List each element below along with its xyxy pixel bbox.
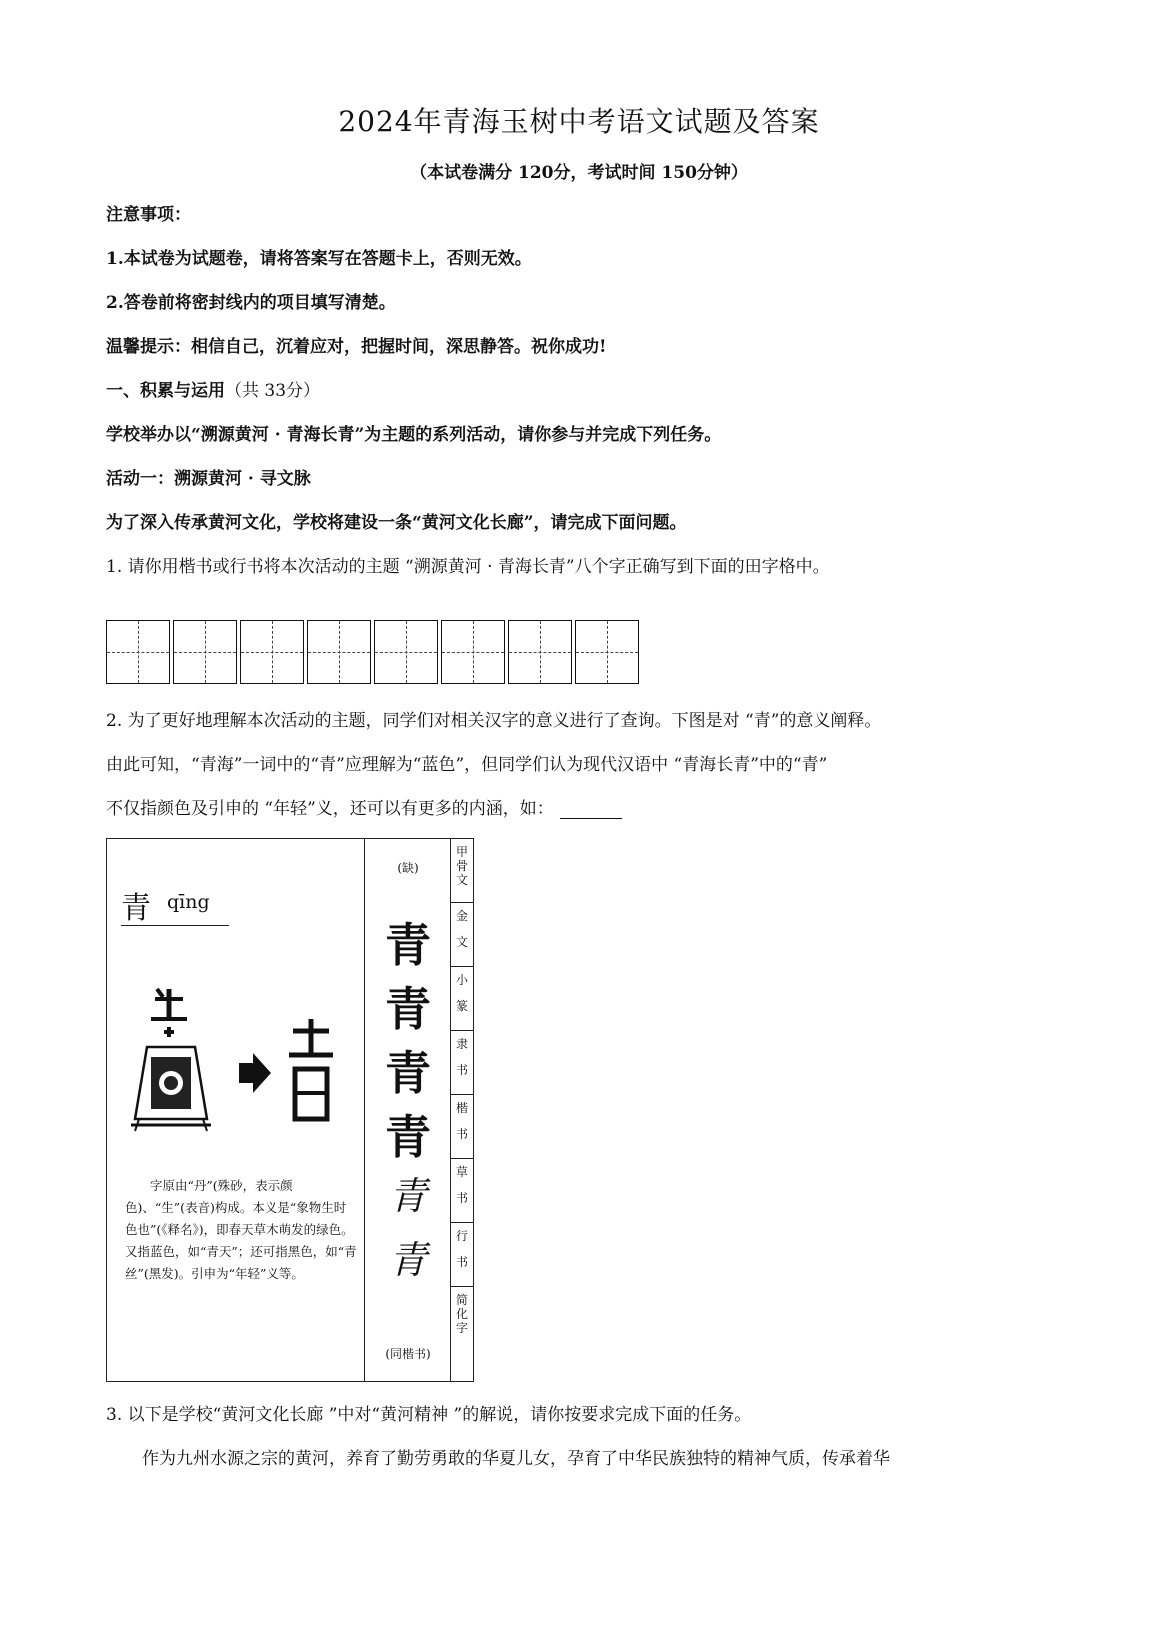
figure-script-labels xyxy=(451,839,473,1381)
script-label-jianhuazi: 简 化 字 xyxy=(455,1293,468,1335)
question-3: 3. 以下是学校“黄河文化长廊 ”中对“黄河精神 ”的解说，请你按要求完成下面的任务。 xyxy=(106,1405,752,1425)
notice-tip: 温馨提示：相信自己，沉着应对，把握时间，深思静答。祝你成功! xyxy=(106,337,607,357)
answer-blank[interactable] xyxy=(560,800,622,819)
tianzige-cell[interactable] xyxy=(106,620,170,684)
script-label-jinwen: 金 文 xyxy=(451,903,473,967)
notice-item-1: 1.本试卷为试题卷，请将答案写在答题卡上，否则无效。 xyxy=(106,249,532,269)
tianzige-cell[interactable] xyxy=(374,620,438,684)
passage-line-1: 作为九州水源之宗的黄河，养育了勤劳勇敢的华夏儿女，孕育了中华民族独特的精神气质，传承着华 xyxy=(142,1449,890,1469)
tianzige-grid[interactable] xyxy=(106,620,639,684)
question-2-line-2: 由此可知，“青海”一词中的“青”应理解为“蓝色”，但同学们认为现代汉语中 “青海长青”中的“青” xyxy=(106,755,828,775)
page-title: 2024年青海玉树中考语文试题及答案 xyxy=(338,105,820,138)
section-heading xyxy=(106,376,320,401)
dictionary-figure xyxy=(106,838,474,1382)
script-label-lishu: 隶 书 xyxy=(451,1031,473,1095)
tianzige-cell[interactable] xyxy=(508,620,572,684)
jiaguwen-missing: (缺) xyxy=(397,861,419,875)
sheng-glyph-icon xyxy=(151,989,187,1037)
section-intro: 学校举办以“溯源黄河 · 青海长青”为主题的系列活动，请你参与并完成下列任务。 xyxy=(106,425,722,445)
glyph-xiaozhuan: 青 xyxy=(385,982,431,1036)
glyph-caoshu: 青 xyxy=(388,1174,427,1218)
figure-left-panel xyxy=(107,839,365,1381)
notice-heading: 注意事项： xyxy=(106,205,191,225)
glyph-lishu: 青 xyxy=(385,1046,431,1100)
section-heading-score: （共 33分） xyxy=(225,381,321,401)
glyph-kaishu: 青 xyxy=(385,1110,431,1164)
script-label-xingshu: 行 书 xyxy=(451,1223,473,1287)
question-2-line-3 xyxy=(106,794,622,819)
etymology-note: 字原由“丹”(殊砂，表示颜色)、“生”(表音)构成。本义是“象物生时色也”(《释名》)，即春天草木萌发的绿色。又指蓝色，如“青天”；还可指黑色，如“青丝”(黑发)。引申为“年轻”义等。 xyxy=(125,1178,357,1281)
tianzige-cell[interactable] xyxy=(575,620,639,684)
script-label-xiaozhuan: 小 篆 xyxy=(451,967,473,1031)
headword-char: 青 xyxy=(121,891,151,926)
arrow-right-icon xyxy=(239,1053,271,1093)
notice-item-2: 2.答卷前将密封线内的项目填写清楚。 xyxy=(106,293,396,313)
figure-glyph-column xyxy=(365,839,451,1381)
cinnabar-well-icon xyxy=(131,1047,211,1131)
page-subtitle: （本试卷满分 120分，考试时间 150分钟） xyxy=(410,163,748,183)
section-heading-title: 一、积累与运用 xyxy=(106,381,225,401)
jinwen-glyph-icon xyxy=(289,1019,333,1119)
etymology-illustration xyxy=(121,979,357,1139)
headword-pinyin: qīng xyxy=(167,891,210,913)
glyph-xingshu: 青 xyxy=(388,1238,427,1282)
activity-1-desc: 为了深入传承黄河文化，学校将建设一条“黄河文化长廊”，请完成下面问题。 xyxy=(106,513,687,533)
question-2-line-3-text: 不仅指颜色及引申的 “年轻”义，还可以有更多的内涵，如： xyxy=(106,799,554,819)
script-label-kaishu: 楷 书 xyxy=(451,1095,473,1159)
tianzige-cell[interactable] xyxy=(173,620,237,684)
glyph-jinwen: 青 xyxy=(385,918,431,972)
activity-1-title: 活动一：溯源黄河 · 寻文脉 xyxy=(106,469,311,489)
question-1: 1. 请你用楷书或行书将本次活动的主题 “溯源黄河 · 青海长青”八个字正确写到下面的田字格中。 xyxy=(106,557,830,577)
tianzige-cell[interactable] xyxy=(307,620,371,684)
script-label-jiaguwen: 甲 骨 文 xyxy=(451,839,473,903)
headword-underline xyxy=(121,925,229,926)
jianhuazi-same: (同楷书) xyxy=(385,1347,431,1361)
tianzige-cell[interactable] xyxy=(240,620,304,684)
tianzige-cell[interactable] xyxy=(441,620,505,684)
script-label-caoshu: 草 书 xyxy=(451,1159,473,1223)
question-2-line-1: 2. 为了更好地理解本次活动的主题，同学们对相关汉字的意义进行了查询。下图是对 “青”的意义阐释。 xyxy=(106,711,882,731)
